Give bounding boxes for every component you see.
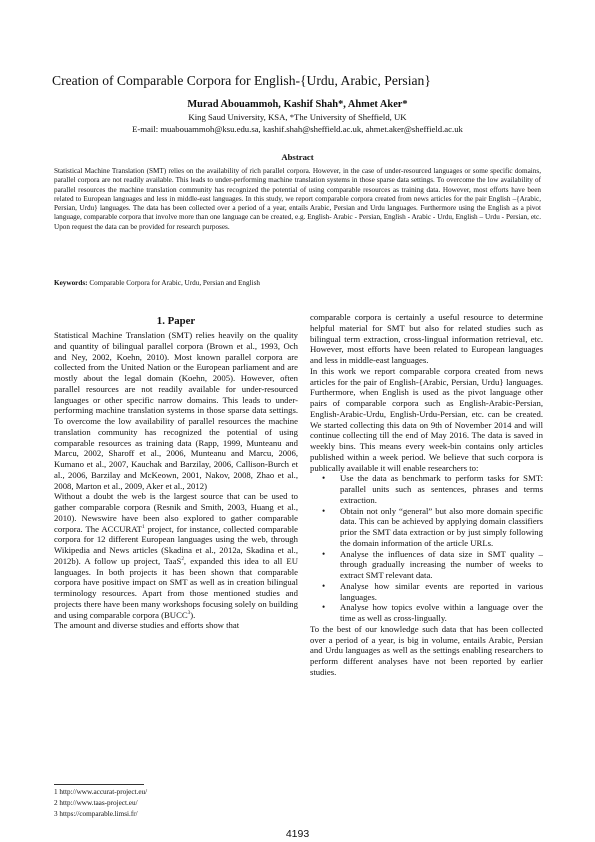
- author-list: Murad Abouammoh, Kashif Shah*, Ahmet Aker*: [187, 99, 408, 110]
- list-item: • Use the data as benchmark to perform tasks for SMT: parallel units such as sentences, phrases and terms extraction.: [340, 473, 543, 505]
- footnote: 1 http://www.accurat-project.eu/: [54, 788, 148, 796]
- paragraph-text: Without a doubt the web is the largest source that can be used to gather comparable corpora (Resnik and Smith, 2003, Huang et al., 2010). Newswire have been also explored to gather comparable corpora. The ACCURAT: [54, 491, 298, 534]
- footnote-ref: 2: [181, 555, 184, 562]
- bullet-list: [310, 473, 543, 624]
- list-item: • Analyse how topics evolve within a language over the time as well as cross-lingually.: [340, 602, 543, 624]
- paper-title: Creation of Comparable Corpora for English-{Urdu, Arabic, Persian}: [52, 73, 431, 88]
- author-emails: E-mail: muabouammoh@ksu.edu.sa, kashif.shah@sheffield.ac.uk, ahmet.aker@sheffield.ac.uk: [132, 124, 463, 134]
- footnote: 2 http://www.taas-project.eu/: [54, 799, 138, 807]
- abstract-heading: Abstract: [281, 152, 314, 162]
- page-number: 4193: [285, 828, 310, 840]
- paragraph-text: project, for instance, collected comparable corpora for 12 different European languages using the web, through Wikipedia and News articles (Skadina et al., 2012a, Skadina et al., 2012b). A follow up project, TaaS: [54, 523, 298, 566]
- keywords-label: Keywords:: [54, 279, 88, 287]
- paragraph-text: , expanded this idea to all EU languages. In both projects it has been shown that comparable corpora have positive impact on SMT as well as in creation bilingual terminology resources. Apart from those mentioned studies and projects there have been many workshops focusing solely on building and using comparable corpora (BUCC: [54, 555, 298, 620]
- paragraph: Statistical Machine Translation (SMT) relies heavily on the quality and quantity of bilingual parallel corpora (Brown et al., 1993, Och and Ney, 2002, Koehn, 2010). Most known parallel corpora are collected from the United Nation or the European parliament and are mostly about the legal domain (Koehn, 2005). However, often parallel resources are not readily available for under-resourced languages or other specific narrow domains. This leads to under-performing machine translation systems in those sparse data settings. To overcome the low availability of parallel resources the machine translation community has recognized the potential of using comparable resources as training data (Rapp, 1999, Munteanu and Marcu, 2002, Sharoff et al., 2006, Munteanu and Marcu, 2006, Kumano et al., 2007, Kauchak and Barzilay, 2006, Callison-Burch et al., 2006, Barzilay and McKeown, 2001, Nakov, 2008, Zhao et al., 2008, Marton et al., 2009, Aker et al., 2012): [54, 330, 298, 491]
- paragraph-text: ).: [190, 609, 196, 620]
- abstract-body: Statistical Machine Translation (SMT) relies on the availability of rich parallel corpora. However, in the case of under-resourced languages or some specific domains, parallel corpora are not readily available. This leads to under-performing machine translation systems in those sparse data settings. To overcome the low availability of parallel resources the machine translation community has recognized the potential of using comparable resources as training data. However, most efforts have been related to European languages and less in middle-east languages. In this study, we report comparable corpora created from news articles for the pair English –{Arabic, Persian, Urdu} languages. The data has been collected over a period of a year, entails Arabic, Persian and Urdu languages. Furthermore using the English as a pivot language, comparable corpora that involve more than one language can be created, e.g. English- Arabic - Persian, English - Arabic - Urdu, English – Urdu - Persian, etc. Upon request the data can be provided for research purposes.: [54, 167, 541, 231]
- paragraph: To the best of our knowledge such data that has been collected over a period of a year, is big in volume, entails Arabic, Persian and Urdu languages as well as the settings enabling researchers to perform different analyses have not been reported by earlier studies.: [310, 623, 543, 677]
- footnote-ref: 3: [187, 609, 191, 616]
- section-heading: 1. Paper: [156, 315, 196, 327]
- keywords-text: Comparable Corpora for Arabic, Urdu, Persian and English: [89, 279, 261, 287]
- paragraph: In this work we report comparable corpora created from news articles for the pair of English-{Arabic, Persian, Urdu} languages. Furthermore, when English is used as the pivot language other pairs of comparable corpora such as English-Arabic-Persian, English-Arabic-Urdu, English-Urdu-Persian, etc. can be created. We started collecting this data on 9th of November 2014 and will continue collecting till the end of May 2016. The data is saved in weekly bins. This means every week-bin contains only articles published within a week period. We believe that such corpora is publically available it will enable researchers to:: [310, 365, 543, 473]
- paragraph: comparable corpora is certainly a useful resource to determine helpful material for SMT but also for related studies such as bilingual term extraction, cross-lingual information retrieval, etc. However, most efforts have been related to European languages and less in middle-east languages.: [310, 312, 543, 365]
- list-item: • Analyse how similar events are reported in various languages.: [340, 581, 543, 603]
- list-item: • Analyse the influences of data size in SMT quality – through gradually increasing the number of weeks to extract SMT relevant data.: [340, 549, 543, 581]
- right-column: [310, 312, 543, 678]
- footnote-divider: [54, 784, 144, 785]
- list-item: • Obtain not only “general” but also more domain specific data. This can be achieved by applying domain classifiers prior the SMT data extraction or by just simply following the domain information of the article URLs.: [340, 506, 543, 549]
- keywords: [54, 279, 541, 288]
- footnote: 3 https://comparable.limsi.fr/: [54, 810, 138, 818]
- footnotes: [54, 787, 294, 820]
- paragraph: The amount and diverse studies and efforts show that: [54, 620, 240, 631]
- affiliation: King Saud University, KSA, *The University of Sheffield, UK: [188, 112, 407, 122]
- footnote-ref: 1: [141, 523, 145, 530]
- left-column: [54, 330, 298, 631]
- paragraph: [54, 491, 298, 620]
